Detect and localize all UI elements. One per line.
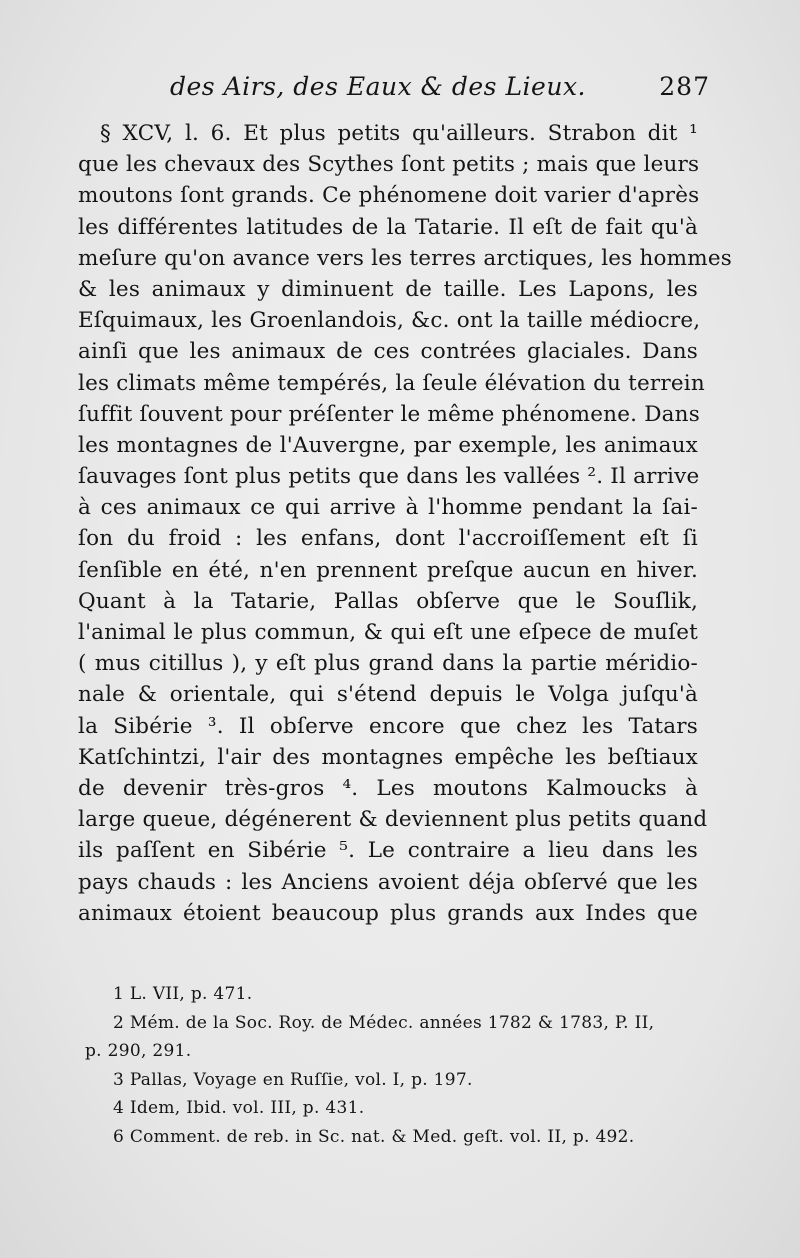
text-line: les montagnes de l'Auvergne, par exemple, les animaux — [78, 432, 698, 458]
text-line: que les chevaux des Scythes ſont petits ; mais que leurs — [78, 152, 700, 178]
text-line: ſenſible en été, n'en prennent preſque aucun en hiver. — [78, 557, 698, 583]
text-line: à ces animaux ce qui arrive à l'homme pendant la ſai- — [78, 495, 698, 521]
text-line: large queue, dégénerent & deviennent plus petits quand — [78, 807, 708, 833]
footnote: 1 L. VII, p. 471. — [113, 984, 253, 1004]
text-line: § XCV, l. 6. Et plus petits qu'ailleurs. Strabon dit ¹ — [100, 121, 698, 146]
text-line: ils paſſent en Sibérie ⁵. Le contraire a lieu dans les — [78, 838, 698, 864]
text-line: ainſi que les animaux de ces contrées glaciales. Dans — [78, 339, 698, 365]
text-line: moutons ſont grands. Ce phénomene doit varier d'après — [78, 183, 700, 209]
footnote-continuation: p. 290, 291. — [85, 1041, 192, 1061]
footnote: 4 Idem, Ibid. vol. III, p. 431. — [113, 1098, 365, 1118]
text-line: ſuffit ſouvent pour préſenter le même phénomene. Dans — [78, 401, 700, 427]
text-line: & les animaux y diminuent de taille. Les Lapons, les — [78, 276, 698, 302]
text-line: la Sibérie ³. Il obſerve encore que chez les Tatars — [78, 713, 698, 739]
text-line: les différentes latitudes de la Tatarie. Il eſt de fait qu'à — [78, 214, 698, 240]
text-line: de devenir très-gros ⁴. Les moutons Kalmoucks à — [78, 775, 698, 801]
text-line: l'animal le plus commun, & qui eſt une eſpece de muſet — [78, 620, 698, 645]
text-line: ſon du froid : les enfans, dont l'accroiſſement eſt ſi — [78, 526, 698, 552]
text-line: meſure qu'on avance vers les terres arctiques, les hommes — [78, 245, 732, 271]
page-header — [170, 72, 710, 108]
text-line: Quant à la Tatarie, Pallas obſerve que le Souſlik, — [78, 588, 698, 614]
footnote: 2 Mém. de la Soc. Roy. de Médec. années 1782 & 1783, P. II, — [113, 1012, 655, 1033]
text-line: les climats même tempérés, la ſeule élévation du terrein — [78, 370, 705, 396]
text-line: ( mus citillus ), y eſt plus grand dans la partie méridio- — [78, 651, 698, 677]
body-text — [78, 118, 732, 929]
page-number: 287 — [659, 72, 710, 101]
text-line: pays chauds : les Anciens avoient déja obſervé que les — [78, 869, 698, 895]
running-head: des Airs, des Eaux & des Lieux. — [170, 72, 586, 101]
text-line: Katſchintzi, l'air des montagnes empêche les beſtiaux — [78, 744, 698, 770]
footnote: 6 Comment. de reb. in Sc. nat. & Med. geſt. vol. II, p. 492. — [113, 1126, 635, 1147]
text-line: nale & orientale, qui s'étend depuis le Volga juſqu'à — [78, 682, 698, 708]
footnote: 3 Pallas, Voyage en Ruſſie, vol. I, p. 197. — [113, 1069, 473, 1090]
text-line: animaux étoient beaucoup plus grands aux Indes que — [78, 900, 698, 926]
footnotes — [85, 980, 700, 1151]
text-line: ſauvages ſont plus petits que dans les vallées ². Il arrive — [78, 464, 700, 490]
text-line: Eſquimaux, les Groenlandois, &c. ont la taille médiocre, — [78, 308, 701, 334]
